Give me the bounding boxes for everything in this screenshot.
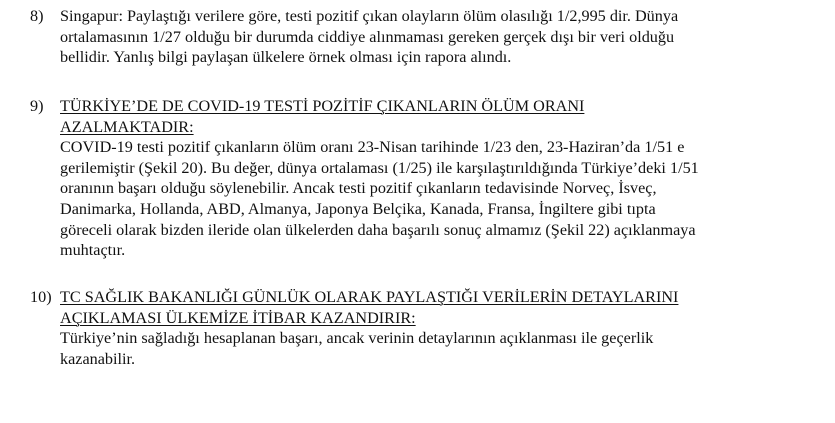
item-content — [60, 96, 820, 261]
body-line: göreceli olarak bizden ileride olan ülkelerden daha başarılı sonuç almamız (Şekil 22) açıklanmaya — [60, 220, 696, 239]
body-line: bellidir. Yanlış bilgi paylaşan ülkelere örnek olması için rapora alındı. — [60, 48, 512, 67]
body-line: muhtaçtır. — [60, 241, 126, 260]
body-line: gerilemiştir (Şekil 20). Bu değer, dünya ortalaması (1/25) ile karşılaştırıldığında Türkiye’deki 1/51 — [60, 158, 699, 177]
body-line: Singapur: Paylaştığı verilere göre, testi pozitif çıkan olayların ölüm olasılığı 1/2,995 dir. Dünya — [60, 7, 679, 25]
item-content — [60, 287, 820, 369]
body-line: oranının başarı olduğu söylenebilir. Ancak testi pozitif çıkanların tedavisinde Norveç, İsveç, — [60, 179, 657, 198]
item-number: 9) — [30, 97, 44, 115]
section-heading-line: AÇIKLAMASI ÜLKEMİZE İTİBAR KAZANDIRIR: — [60, 308, 416, 327]
body-line: Danimarka, Hollanda, ABD, Almanya, Japonya Belçika, Kanada, Fransa, İngiltere gibi tıpta — [60, 199, 656, 218]
body-line: Türkiye’nin sağladığı hesaplanan başarı, ancak verinin detaylarının açıklanması ile geçerlik — [60, 329, 654, 348]
item-number: 10) — [30, 288, 52, 306]
body-line: kazanabilir. — [60, 349, 136, 368]
body-line: COVID-19 testi pozitif çıkanların ölüm oranı 23-Nisan tarihinde 1/23 den, 23-Haziran’da 1/51 e — [60, 138, 685, 157]
section-heading-line: AZALMAKTADIR: — [60, 117, 194, 136]
item-content — [60, 6, 820, 68]
body-line: ortalamasının 1/27 olduğu bir durumda ciddiye alınmaması gereken gerçek dışı bir veri olduğu — [60, 27, 675, 46]
section-heading-line: TÜRKİYE’DE DE COVID-19 TESTİ POZİTİF ÇIKANLARIN ÖLÜM ORANI — [60, 97, 585, 115]
section-heading-line: TC SAĞLIK BAKANLIĞI GÜNLÜK OLARAK PAYLAŞTIĞI VERİLERİN DETAYLARINI — [60, 288, 679, 306]
item-number: 8) — [30, 7, 44, 25]
